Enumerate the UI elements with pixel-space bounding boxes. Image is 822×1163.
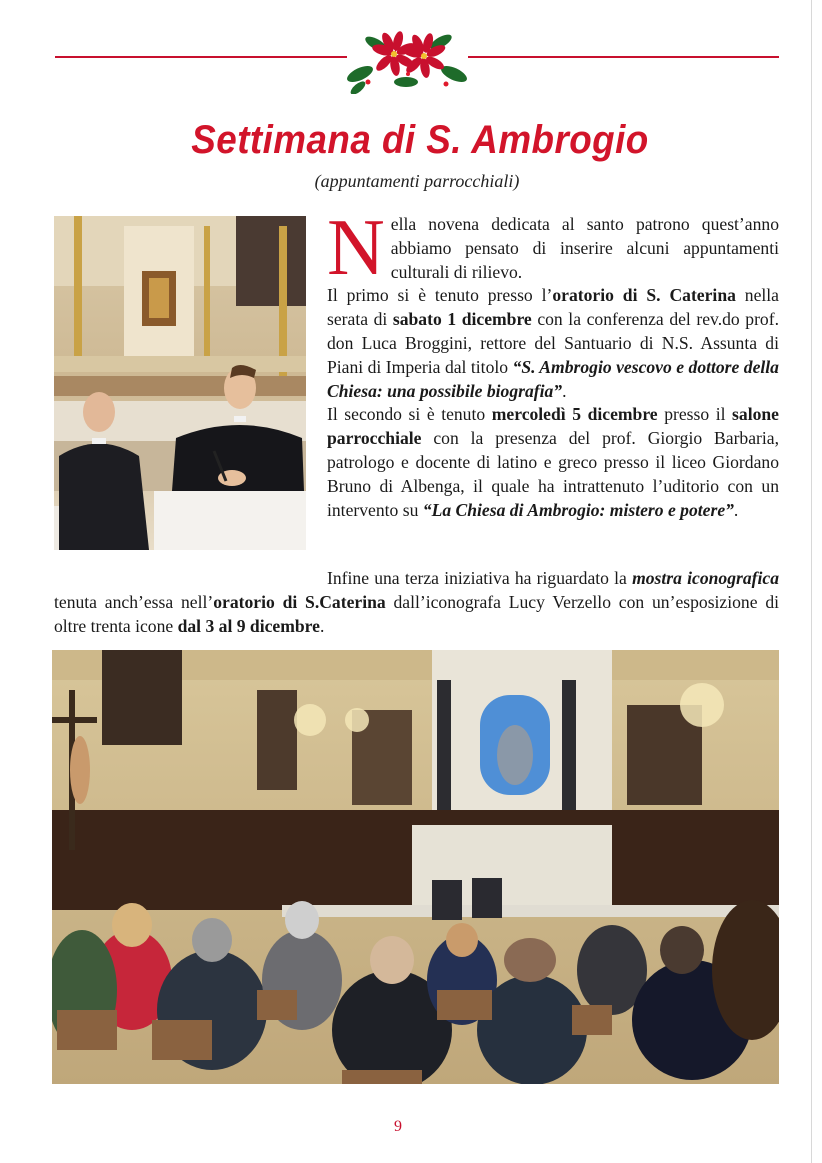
text-run: presso il (657, 404, 733, 425)
text-run: con la presenza del prof. Giorgio Barbaria, patrologo e docente di latino e greco presso il liceo Giordano Bruno di Albenga, il quale ha intrattenuto l’uditorio con un intervento su (327, 428, 779, 520)
text-run: Il secondo si è tenuto (327, 404, 492, 425)
text-run: Infine una terza iniziativa ha riguardato la (327, 567, 633, 588)
intro-text: ella novena dedicata al santo patrono quest’anno abbiamo pensato di inserire alcuni appuntamenti culturali di rilievo. (390, 214, 779, 282)
poinsettia-ornament-icon (346, 24, 468, 94)
text-run: Il primo si è tenuto presso l’ (327, 285, 553, 306)
talk-title: “S. Ambrogio vescovo e dottore della Chiesa: una possibile biografia” (327, 356, 779, 401)
text-run: nella serata di (327, 285, 779, 330)
page-subtitle: (appuntamenti parrocchiali) (314, 171, 520, 191)
drop-cap: N (327, 204, 385, 292)
oratory-audience-photo (52, 650, 779, 1084)
speakers-altar-photo (54, 216, 306, 550)
event-date: sabato 1 dicembre (392, 309, 532, 330)
talk-title: “La Chiesa di Ambrogio: mistero e potere” (422, 499, 734, 520)
text-run: tenuta anch’essa nell’ (54, 591, 214, 612)
event-venue: oratorio di S.Caterina (213, 591, 386, 612)
page-title: Settimana di S. Ambrogio (191, 118, 649, 162)
text-run: dall’iconografa Lucy Verzello con un’esposizione di oltre trenta icone (54, 591, 780, 636)
article-column (327, 204, 779, 522)
header-rule-left (55, 56, 347, 58)
intro-paragraph (327, 204, 779, 292)
text-run: con la conferenza del rev.do prof. don Luca Broggini, rettore del Santuario di N.S. Assunta di Piani di Imperia dal titolo (327, 309, 779, 377)
event-venue: salone parrocchiale (327, 404, 779, 449)
second-event-paragraph (327, 403, 779, 522)
event-date: mercoledì 5 dicembre (491, 404, 658, 425)
header-rule-right (468, 56, 779, 58)
text-run: . (562, 380, 567, 401)
page-number: 9 (394, 1118, 402, 1135)
third-event-paragraph (54, 566, 779, 638)
first-event-paragraph (327, 284, 779, 403)
text-run: . (319, 615, 325, 636)
event-date: dal 3 al 9 dicembre (177, 615, 320, 636)
text-run: . (733, 499, 739, 520)
event-venue: oratorio di S. Caterina (552, 285, 736, 306)
exhibit-title: mostra iconografica (632, 567, 779, 588)
